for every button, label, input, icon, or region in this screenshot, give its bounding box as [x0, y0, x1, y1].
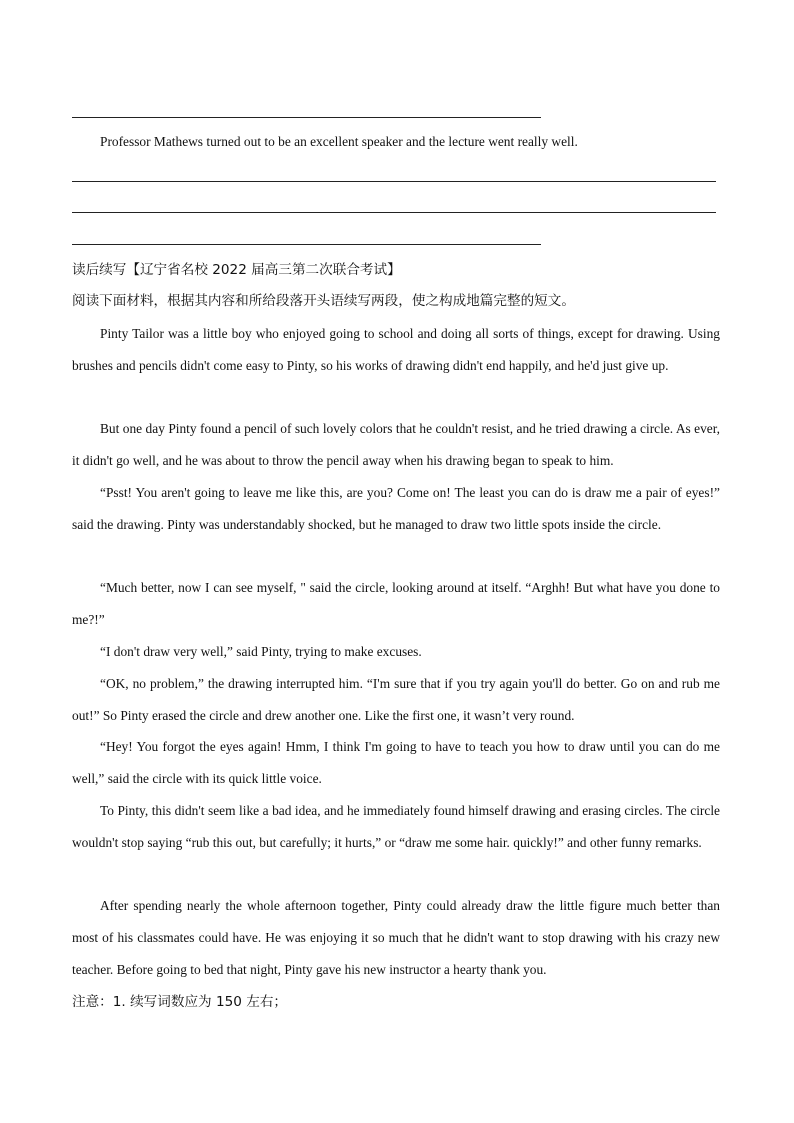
story-paragraph-7: “Hey! You forgot the eyes again! Hmm, I think I'm going to have to teach you how to draw until you can do me well,” said the circle with its quick little voice.	[72, 739, 720, 786]
story-paragraph-4: “Much better, now I can see myself, " said the circle, looking around at itself. “Arghh! But what have you done to me?!”	[72, 580, 720, 627]
answer-line-3	[72, 212, 716, 213]
story-paragraph-5: “I don't draw very well,” said Pinty, trying to make excuses.	[100, 644, 422, 659]
story-paragraph-1: Pinty Tailor was a little boy who enjoyed going to school and doing all sorts of things, except for drawing. Using brushes and pencils didn't come easy to Pinty, so his works of drawing didn't end happily, and he'd just give up.	[72, 326, 720, 373]
given-opening-sentence: Professor Mathews turned out to be an excellent speaker and the lecture went really well.	[100, 134, 578, 149]
answer-line-1	[72, 117, 541, 118]
task-label: 读后续写	[72, 262, 127, 278]
story-paragraph-2: But one day Pinty found a pencil of such lovely colors that he couldn't resist, and he tried drawing a circle. As ever, it didn't go well, and he was about to throw the pencil away when his drawing began to speak to him.	[72, 421, 720, 468]
story-paragraph-6: “OK, no problem,” the drawing interrupted him. “I'm sure that if you try again you'll do better. Go on and rub me out!” So Pinty erased the circle and drew another one. Like the first one, it wasn’t very round.	[72, 676, 720, 723]
story-paragraph-8: To Pinty, this didn't seem like a bad idea, and he immediately found himself drawing and erasing circles. The circle wouldn't stop saying “rub this out, but carefully; it hurts,” or “draw me some hair. quickly!” and other funny remarks.	[72, 803, 720, 850]
answer-line-4	[72, 244, 541, 245]
story-paragraph-9: After spending nearly the whole afternoon together, Pinty could already draw the little figure much better than most of his classmates could have. He was enjoying it so much that he didn't want to stop drawing with his crazy new teacher. Before going to bed that night, Pinty gave his new instructor a hearty thank you.	[72, 898, 720, 977]
source-label: 【辽宁省名校 2022 届高三第二次联合考试】	[126, 262, 401, 278]
story-paragraph-3: “Psst! You aren't going to leave me like this, are you? Come on! The least you can do is draw me a pair of eyes!” said the drawing. Pinty was understandably shocked, but he managed to draw two little spots inside the circle.	[72, 485, 720, 532]
answer-line-2	[72, 181, 716, 182]
note-1: 注意：1. 续写词数应为 150 左右；	[72, 994, 288, 1010]
instruction-text: 阅读下面材料，根据其内容和所给段落开头语续写两段，使之构成地篇完整的短文。	[72, 293, 575, 309]
section-heading	[72, 261, 401, 279]
